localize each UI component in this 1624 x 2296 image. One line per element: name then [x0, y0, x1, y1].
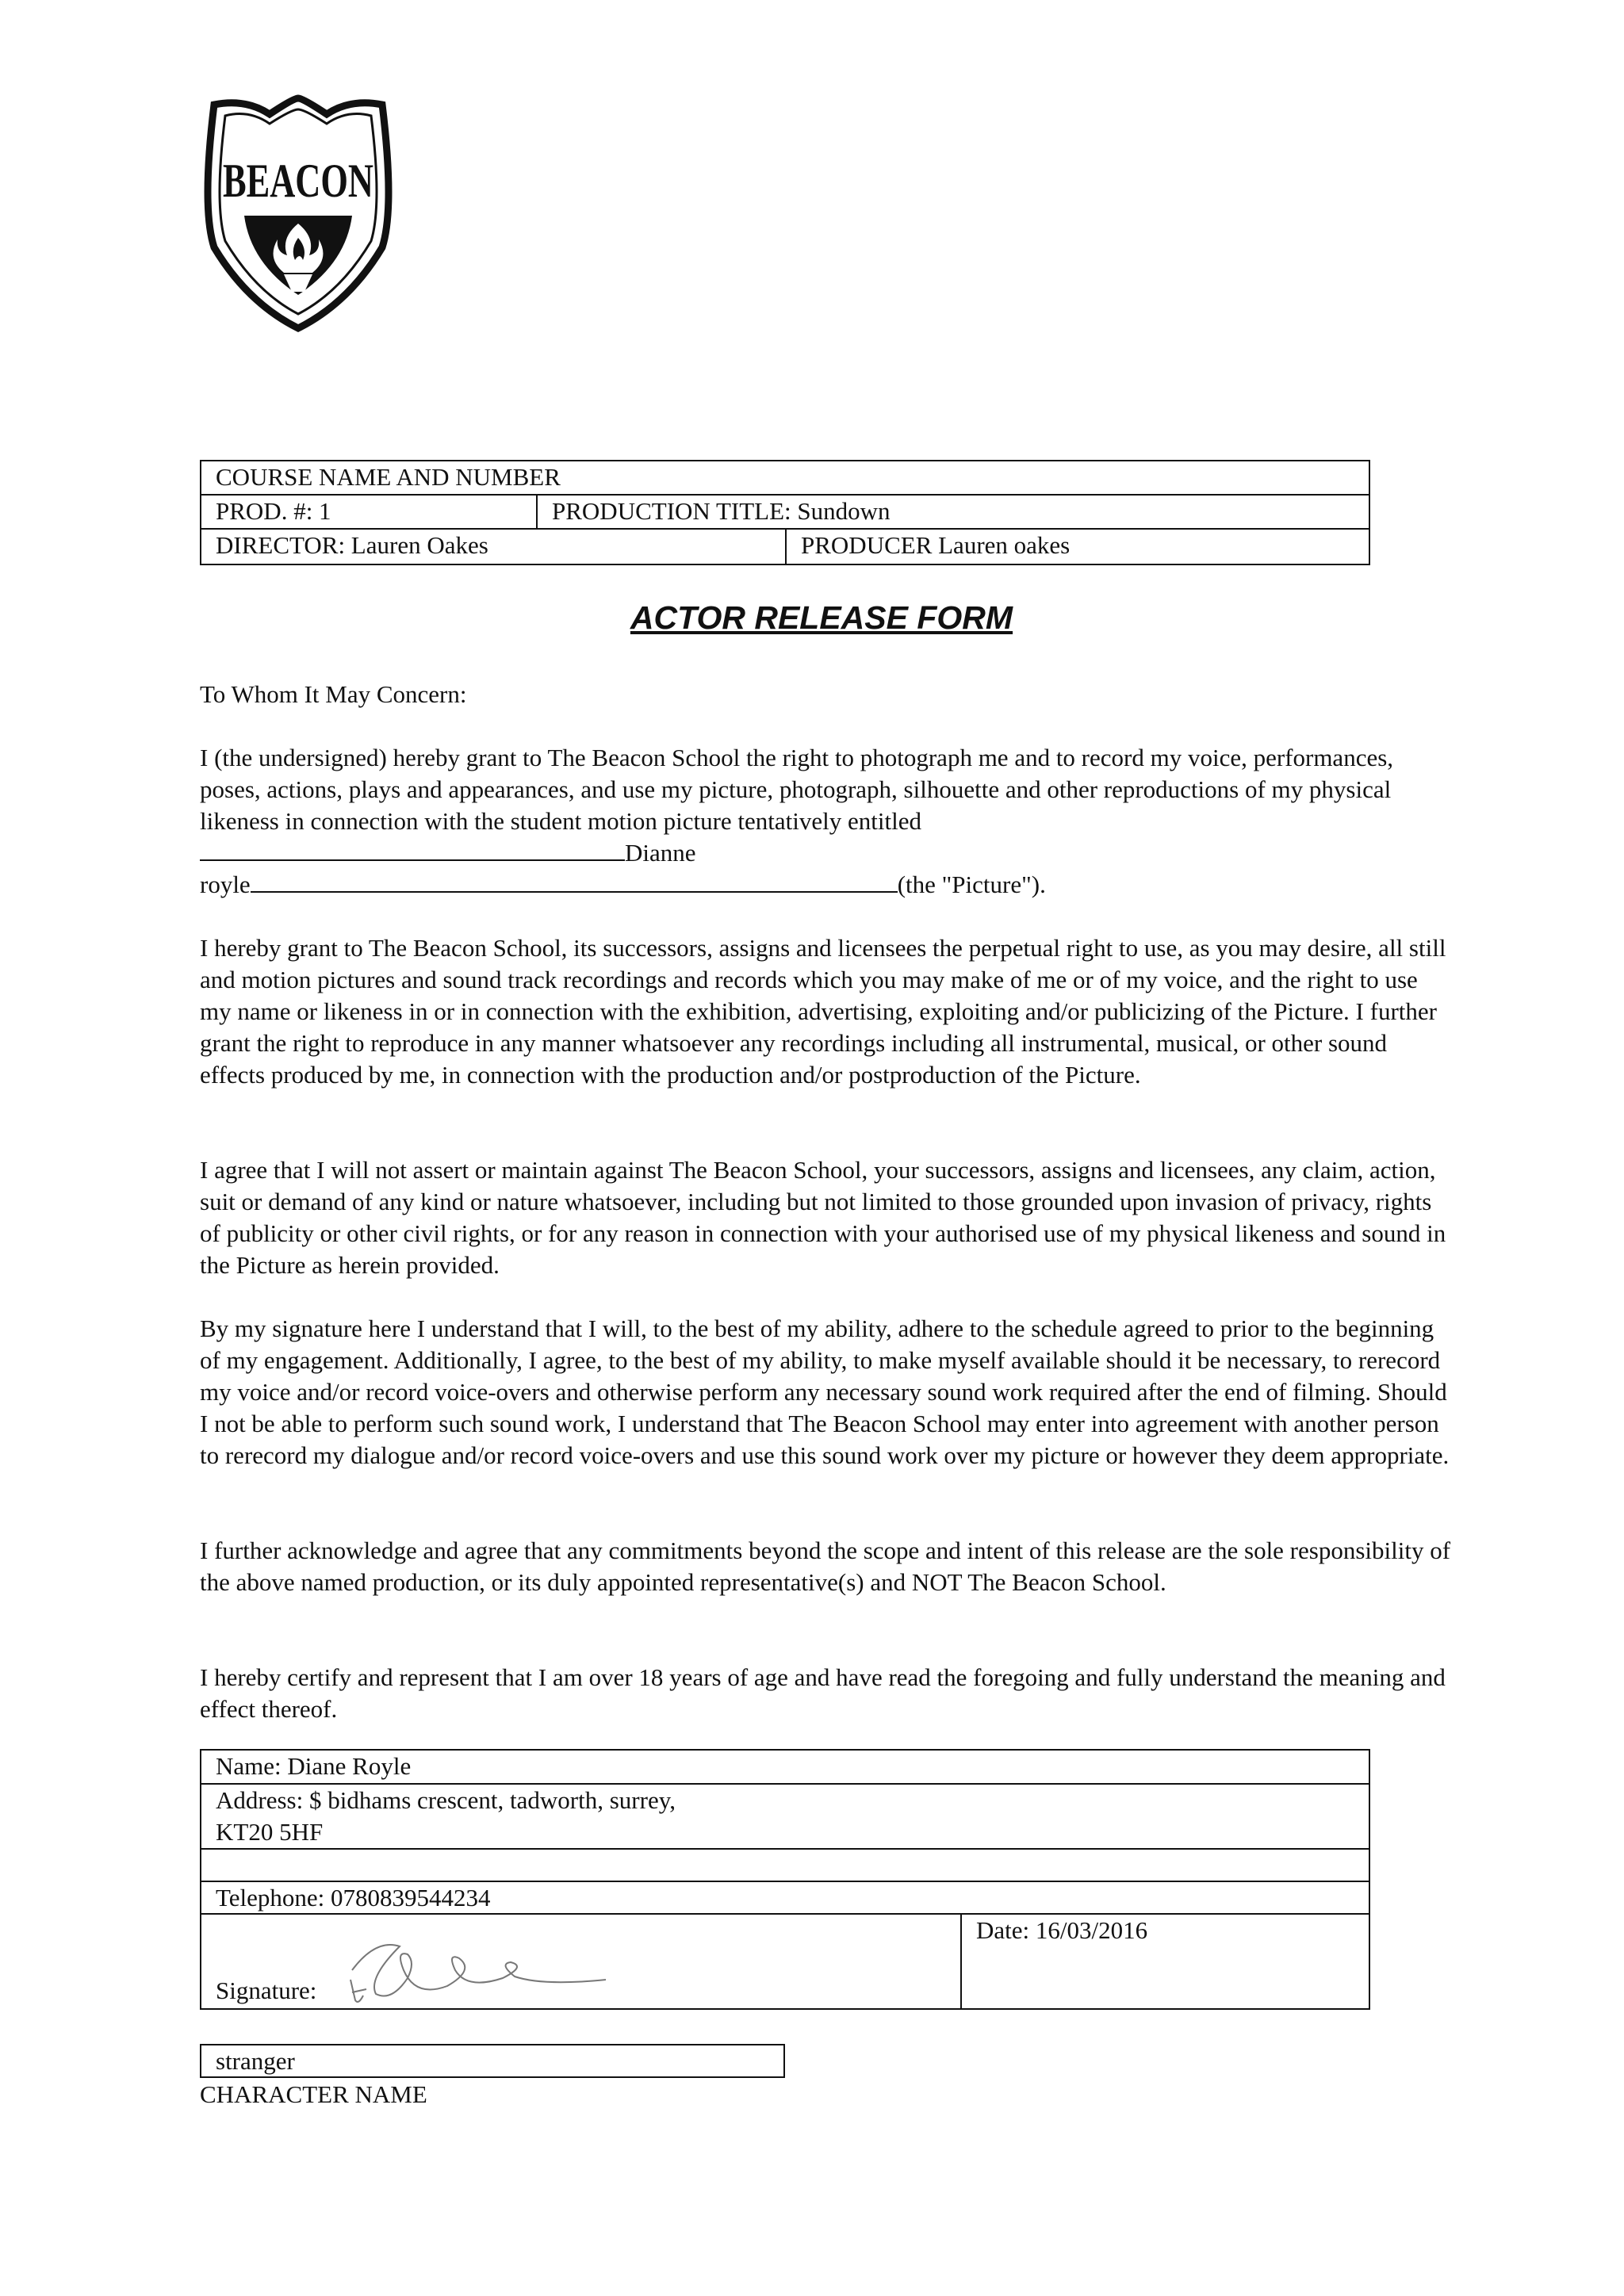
grant-paragraph — [200, 742, 1453, 901]
svg-text:BEACON: BEACON — [223, 155, 373, 207]
production-row — [201, 496, 1369, 530]
telephone-field[interactable]: Telephone: 0780839544234 — [216, 1884, 491, 1911]
address-line-2: KT20 5HF — [216, 1818, 324, 1846]
prod-number-field[interactable]: PROD. #: 1 — [216, 497, 331, 525]
character-name-field[interactable]: stranger — [200, 2044, 785, 2078]
director-field[interactable]: DIRECTOR: Lauren Oakes — [216, 531, 488, 559]
signature-date-row — [201, 1915, 1369, 2008]
signature-field[interactable] — [201, 1915, 960, 2008]
blank-row — [201, 1850, 1369, 1882]
producer-field[interactable]: PRODUCER Lauren oakes — [785, 530, 1369, 564]
address-row — [201, 1785, 1369, 1850]
picture-title-line-1 — [200, 837, 1453, 869]
picture-title-value-1[interactable]: Dianne — [625, 839, 696, 867]
address-field[interactable] — [201, 1785, 1369, 1848]
picture-title-blank — [200, 837, 625, 861]
picture-title-value-2[interactable]: royle — [200, 871, 251, 898]
course-name-field[interactable]: COURSE NAME AND NUMBER — [216, 463, 561, 491]
body-paragraph: By my signature here I understand that I will, to the best of my ability, adhere to the schedule agreed to prior to the beginning of my engagement. Additionally, I agree, to the best of my ability, to make myself available should it be necessary, to rerecord my voice and/or record voice-overs and otherwise perform any necessary sound work required after the end of filming. Should I not be able to perform such sound work, I understand that The Beacon School may enter into agreement with another person to rerecord my dialogue and/or record voice-overs and use this sound work over my picture or however they deem appropriate. — [200, 1314, 1450, 1469]
blank-field[interactable] — [201, 1850, 1369, 1881]
date-field[interactable]: Date: 16/03/2016 — [960, 1915, 1369, 2008]
picture-title-blank-2 — [251, 869, 898, 893]
director-producer-row — [201, 530, 1369, 564]
production-info-table — [200, 460, 1370, 565]
picture-title-line-2 — [200, 869, 1453, 901]
picture-suffix: (the "Picture"). — [897, 871, 1046, 898]
actor-details-table — [200, 1749, 1370, 2010]
grant-text: I (the undersigned) hereby grant to The Beacon School the right to photograph me and to record my voice, performances, poses, actions, plays and appearances, and use my picture, photograph, silhouette and other reproductions of my physical likeness in connection with the student motion picture tentatively entitled — [200, 744, 1394, 835]
body-paragraph: I agree that I will not assert or maintain against The Beacon School, your successors, assigns and licensees, any claim, action, suit or demand of any kind or nature whatsoever, including but not limited to those grounded upon invasion of privacy, rights of publicity or other civil rights, or for any reason in connection with your authorised use of my physical likeness and sound in the Picture as herein provided. — [200, 1156, 1446, 1279]
production-title-field[interactable]: PRODUCTION TITLE: Sundown — [536, 496, 1369, 528]
handwritten-signature — [328, 1923, 614, 2010]
signature-label: Signature: — [216, 1976, 317, 2004]
course-row — [201, 461, 1369, 496]
beacon-school-crest-icon — [198, 97, 398, 331]
salutation: To Whom It May Concern: — [200, 680, 467, 708]
name-field[interactable]: Name: Diane Royle — [216, 1752, 412, 1780]
body-paragraph: I hereby grant to The Beacon School, its successors, assigns and licensees the perpetual right to use, as you may desire, all still and motion pictures and sound track recordings and records which you may make of me or of my voice, and the right to use my name or likeness in or in connection with the exhibition, advertising, exploiting and/or publicizing of the Picture. I further grant the right to reproduce in any manner whatsoever any recordings including all instrumental, musical, or other sound effects produced by me, in connection with the production and/or postproduction of the Picture. — [200, 934, 1446, 1089]
telephone-row — [201, 1882, 1369, 1915]
body-paragraph: I hereby certify and represent that I am over 18 years of age and have read the foregoing and fully understand the meaning and effect thereof. — [200, 1663, 1446, 1723]
body-paragraph: I further acknowledge and agree that any commitments beyond the scope and intent of this release are the sole responsibility of the above named production, or its duly appointed representative(s) and NOT The Beacon School. — [200, 1536, 1451, 1596]
page-title: ACTOR RELEASE FORM — [630, 599, 1013, 636]
character-name-label: CHARACTER NAME — [200, 2080, 427, 2108]
address-line-1: Address: $ bidhams crescent, tadworth, surrey, — [216, 1786, 676, 1814]
name-row — [201, 1751, 1369, 1785]
